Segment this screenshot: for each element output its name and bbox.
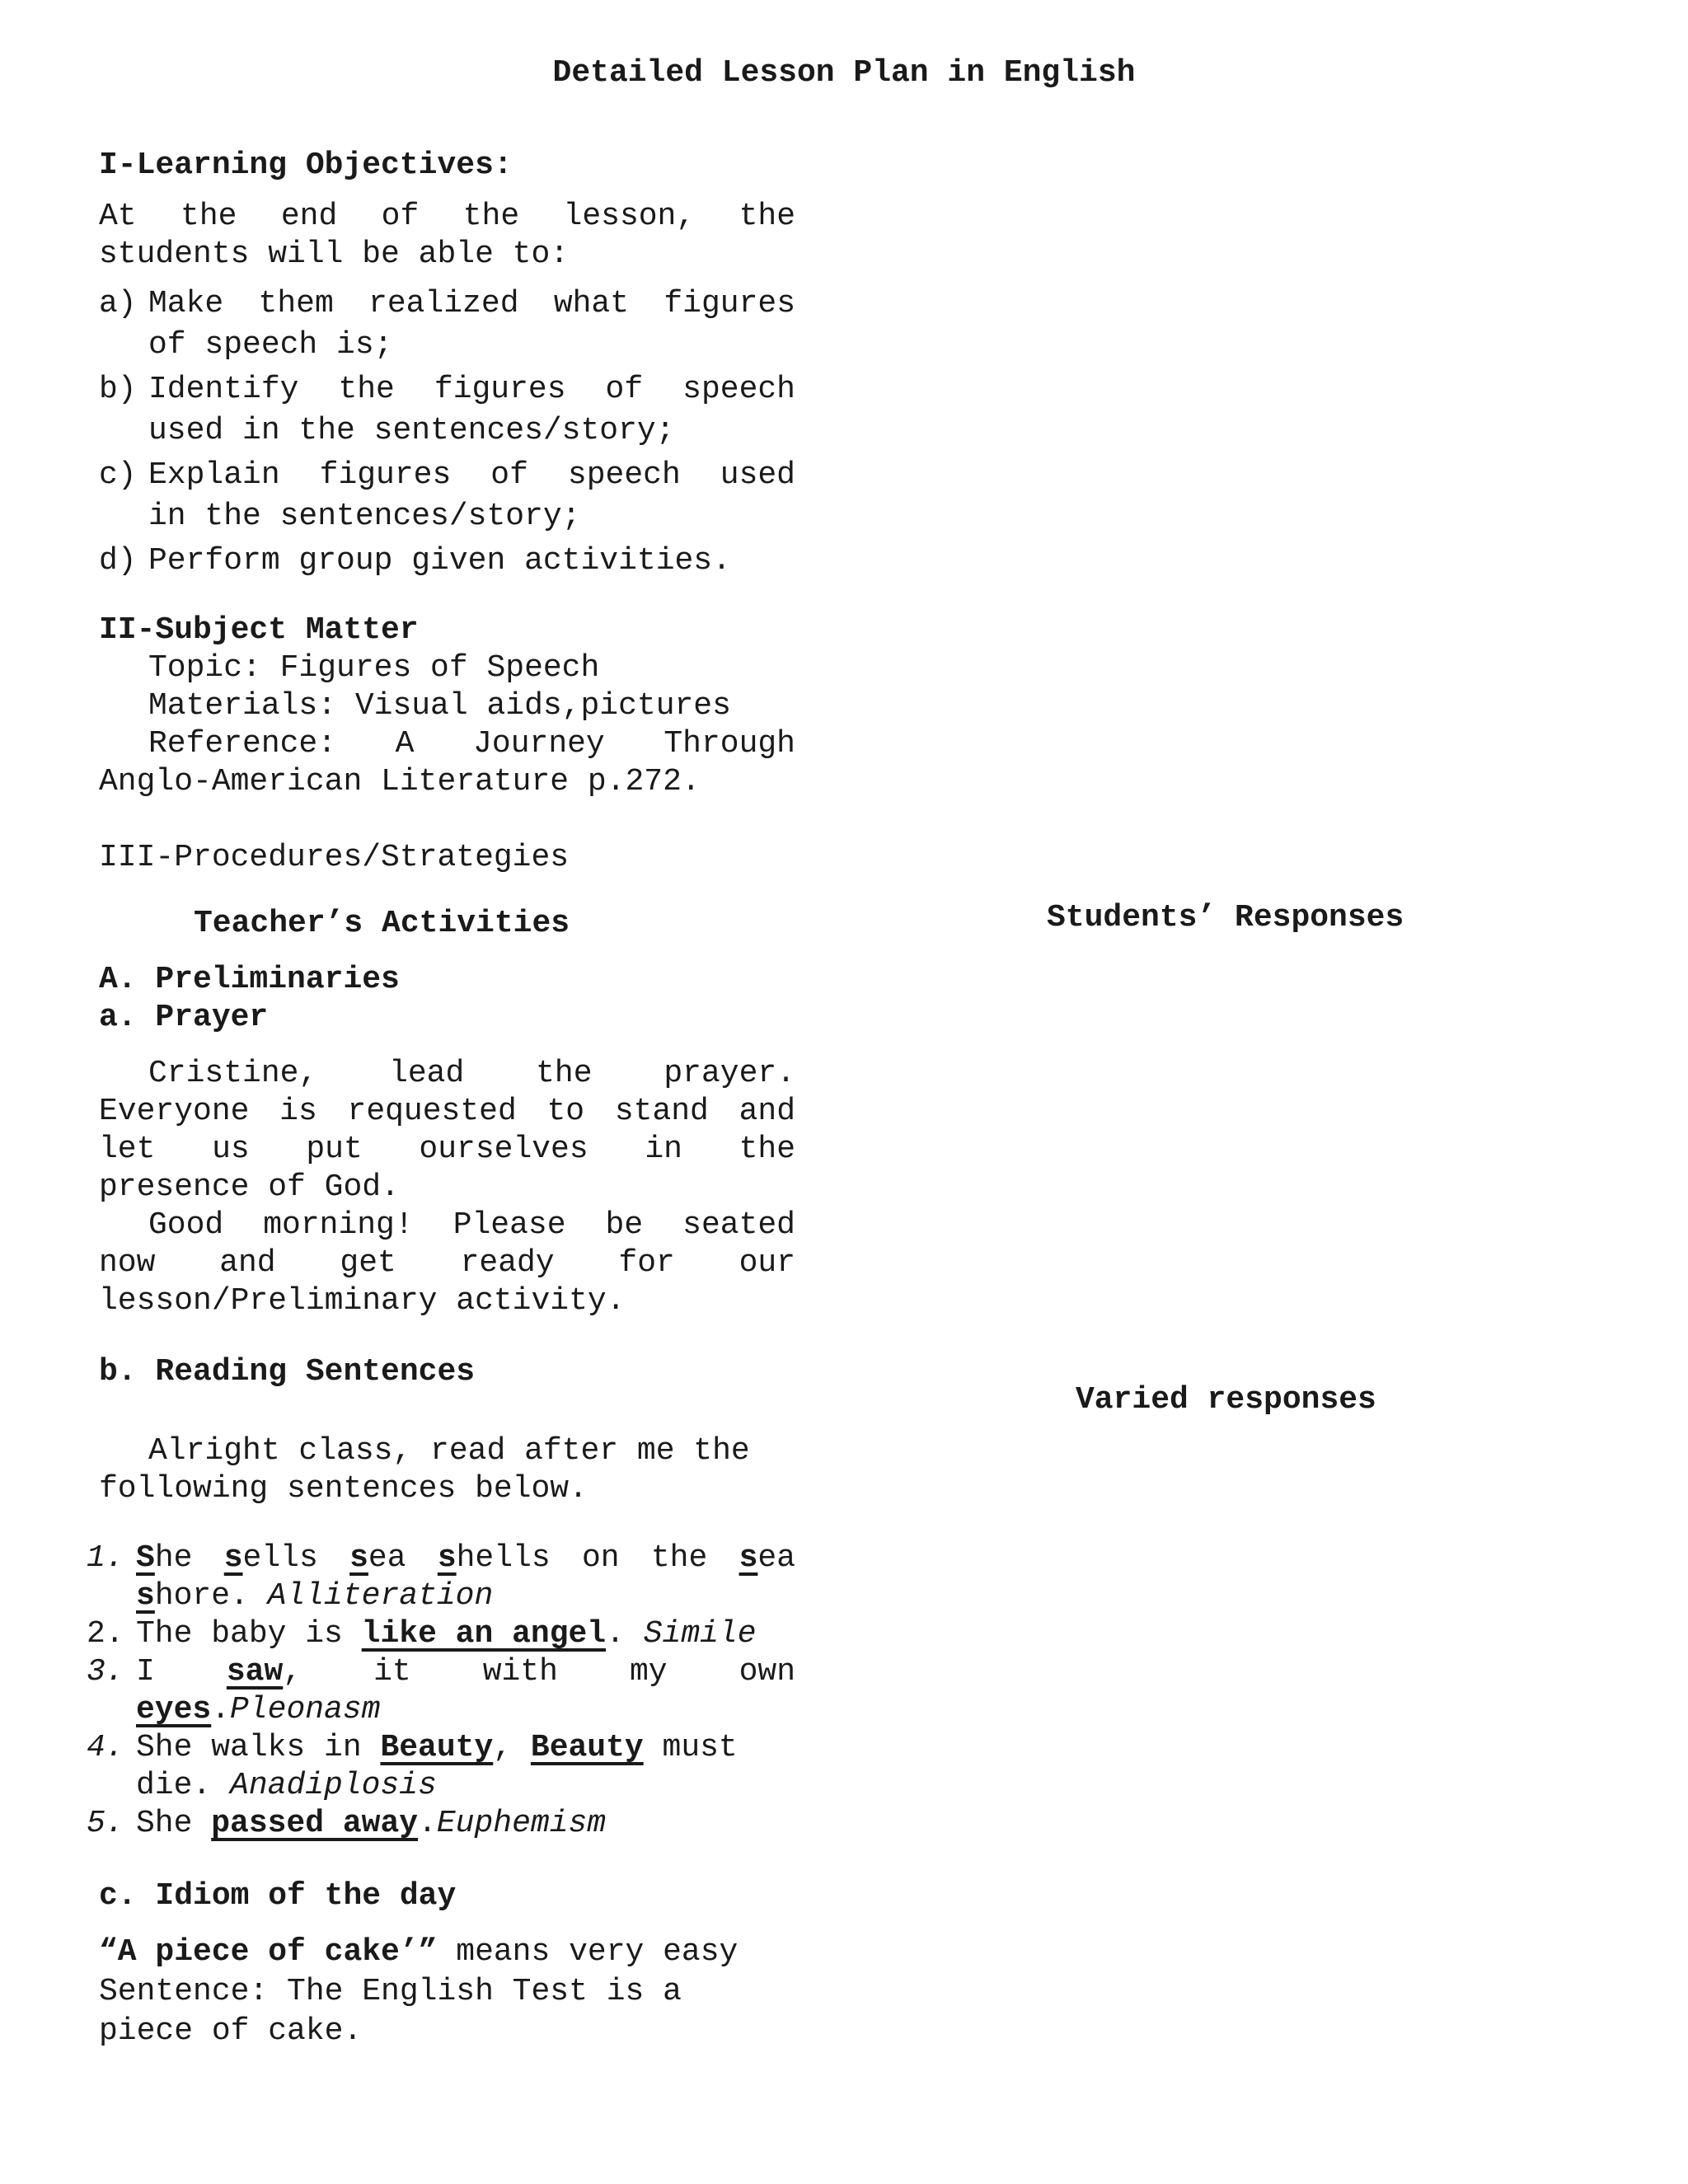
idiom-line	[99, 1933, 738, 1971]
sentence-5-number: 5.	[87, 1806, 124, 1841]
sentence-1-line2: shore. Alliteration	[136, 1578, 494, 1614]
sentence-5-type: Euphemism	[436, 1806, 607, 1841]
subject-topic: Topic: Figures of Speech	[148, 650, 600, 686]
varied-responses: Varied responses	[1076, 1382, 1376, 1418]
sentence-4-mid: ,	[493, 1730, 531, 1765]
sentence-2-pre: The baby is	[136, 1616, 362, 1652]
objective-marker-d: d)	[99, 543, 137, 579]
sentence-2-number: 2.	[87, 1616, 124, 1652]
prayer-line-4: presence of God.	[99, 1169, 400, 1205]
preliminaries-heading: A. Preliminaries	[99, 962, 400, 997]
sentence-1-number: 1.	[87, 1540, 124, 1576]
objective-a-line2: of speech is;	[148, 327, 393, 363]
objective-b-line1: Identify the figures of speech	[148, 372, 795, 407]
sentence-2-post: .	[606, 1616, 644, 1652]
prayer-line-2: Everyone is requested to stand and	[99, 1094, 795, 1129]
prayer-line-1: Cristine, lead the prayer.	[148, 1056, 795, 1091]
idiom-quote: “A piece of cake’”	[99, 1934, 438, 1970]
sentence-3-line1	[136, 1653, 795, 1691]
sentence-4-key2: Beauty	[530, 1730, 644, 1765]
sentence-4-post: must	[643, 1730, 738, 1765]
idiom-heading: c. Idiom of the day	[99, 1878, 457, 1914]
sentence-5: She passed away.Euphemism	[136, 1806, 607, 1841]
sentence-3-key1: saw	[226, 1654, 284, 1690]
sentence-4-line1	[136, 1729, 738, 1767]
prayer-line-3: let us put ourselves in the	[99, 1132, 795, 1167]
sentence-4-number: 4.	[87, 1730, 124, 1765]
subject-matter-heading: II-Subject Matter	[99, 612, 419, 648]
objective-c-line1: Explain figures of speech used	[148, 457, 795, 493]
sentence-4-line2	[136, 1767, 437, 1805]
sentence-2-key: like an angel	[361, 1616, 607, 1652]
sentence-3-w1: I	[136, 1654, 155, 1690]
sentence-3-line2: eyes.Pleonasm	[136, 1692, 381, 1727]
idiom-sentence-line1: Sentence: The English Test is a	[99, 1974, 682, 2009]
subject-reference-line2: Anglo-American Literature p.272.	[99, 764, 701, 799]
teacher-activities-header: Teacher’s Activities	[194, 906, 570, 941]
sentence-3-w2: , it with my own	[283, 1654, 795, 1690]
sentence-3-number: 3.	[87, 1654, 124, 1690]
objective-c-line2: in the sentences/story;	[148, 499, 581, 534]
subject-reference-line1: Reference: A Journey Through	[148, 726, 795, 762]
greeting-line-3: lesson/Preliminary activity.	[99, 1283, 626, 1319]
sentence-1-line1: She sells sea shells on the sea	[136, 1540, 795, 1576]
sentence-3-type: Pleonasm	[230, 1692, 381, 1727]
objective-a-line1: Make them realized what figures	[148, 286, 795, 321]
sentence-2-type: Simile	[643, 1616, 757, 1652]
greeting-line-1: Good morning! Please be seated	[148, 1207, 795, 1243]
sentence-3-key2: eyes	[136, 1692, 212, 1727]
objective-marker-a: a)	[99, 286, 137, 321]
sentence-1-type: Alliteration	[267, 1578, 494, 1614]
sentence-4-pre: She walks in	[136, 1730, 381, 1765]
subject-materials: Materials: Visual aids,pictures	[148, 688, 731, 724]
sentence-4-type: Anadiplosis	[230, 1768, 437, 1803]
objective-d-line1: Perform group given activities.	[148, 543, 731, 579]
reading-intro-line1: Alright class, read after me the	[148, 1433, 750, 1469]
sentence-5-key: passed away	[211, 1806, 419, 1841]
procedures-heading: III-Procedures/Strategies	[99, 840, 570, 875]
idiom-meaning: means very easy	[437, 1934, 738, 1970]
reading-heading: b. Reading Sentences	[99, 1354, 476, 1390]
sentence-2	[136, 1615, 757, 1653]
sentence-5-pre: She	[136, 1806, 212, 1841]
reading-intro-line2: following sentences below.	[99, 1471, 588, 1507]
sentence-4-key1: Beauty	[380, 1730, 494, 1765]
idiom-sentence-line2: piece of cake.	[99, 2013, 363, 2049]
student-responses-header: Students’ Responses	[1047, 900, 1404, 935]
document-title: Detailed Lesson Plan in English	[552, 55, 1136, 91]
objective-marker-c: c)	[99, 457, 137, 493]
objective-b-line2: used in the sentences/story;	[148, 413, 675, 448]
objectives-heading: I-Learning Objectives:	[99, 148, 513, 183]
prayer-heading: a. Prayer	[99, 1000, 269, 1035]
sentence-4-line2-text: die.	[136, 1768, 231, 1803]
objectives-intro-line1: At the end of the lesson, the	[99, 199, 795, 234]
greeting-line-2: now and get ready for our	[99, 1245, 795, 1281]
objectives-intro-line2: students will be able to:	[99, 237, 570, 272]
objective-marker-b: b)	[99, 372, 137, 407]
